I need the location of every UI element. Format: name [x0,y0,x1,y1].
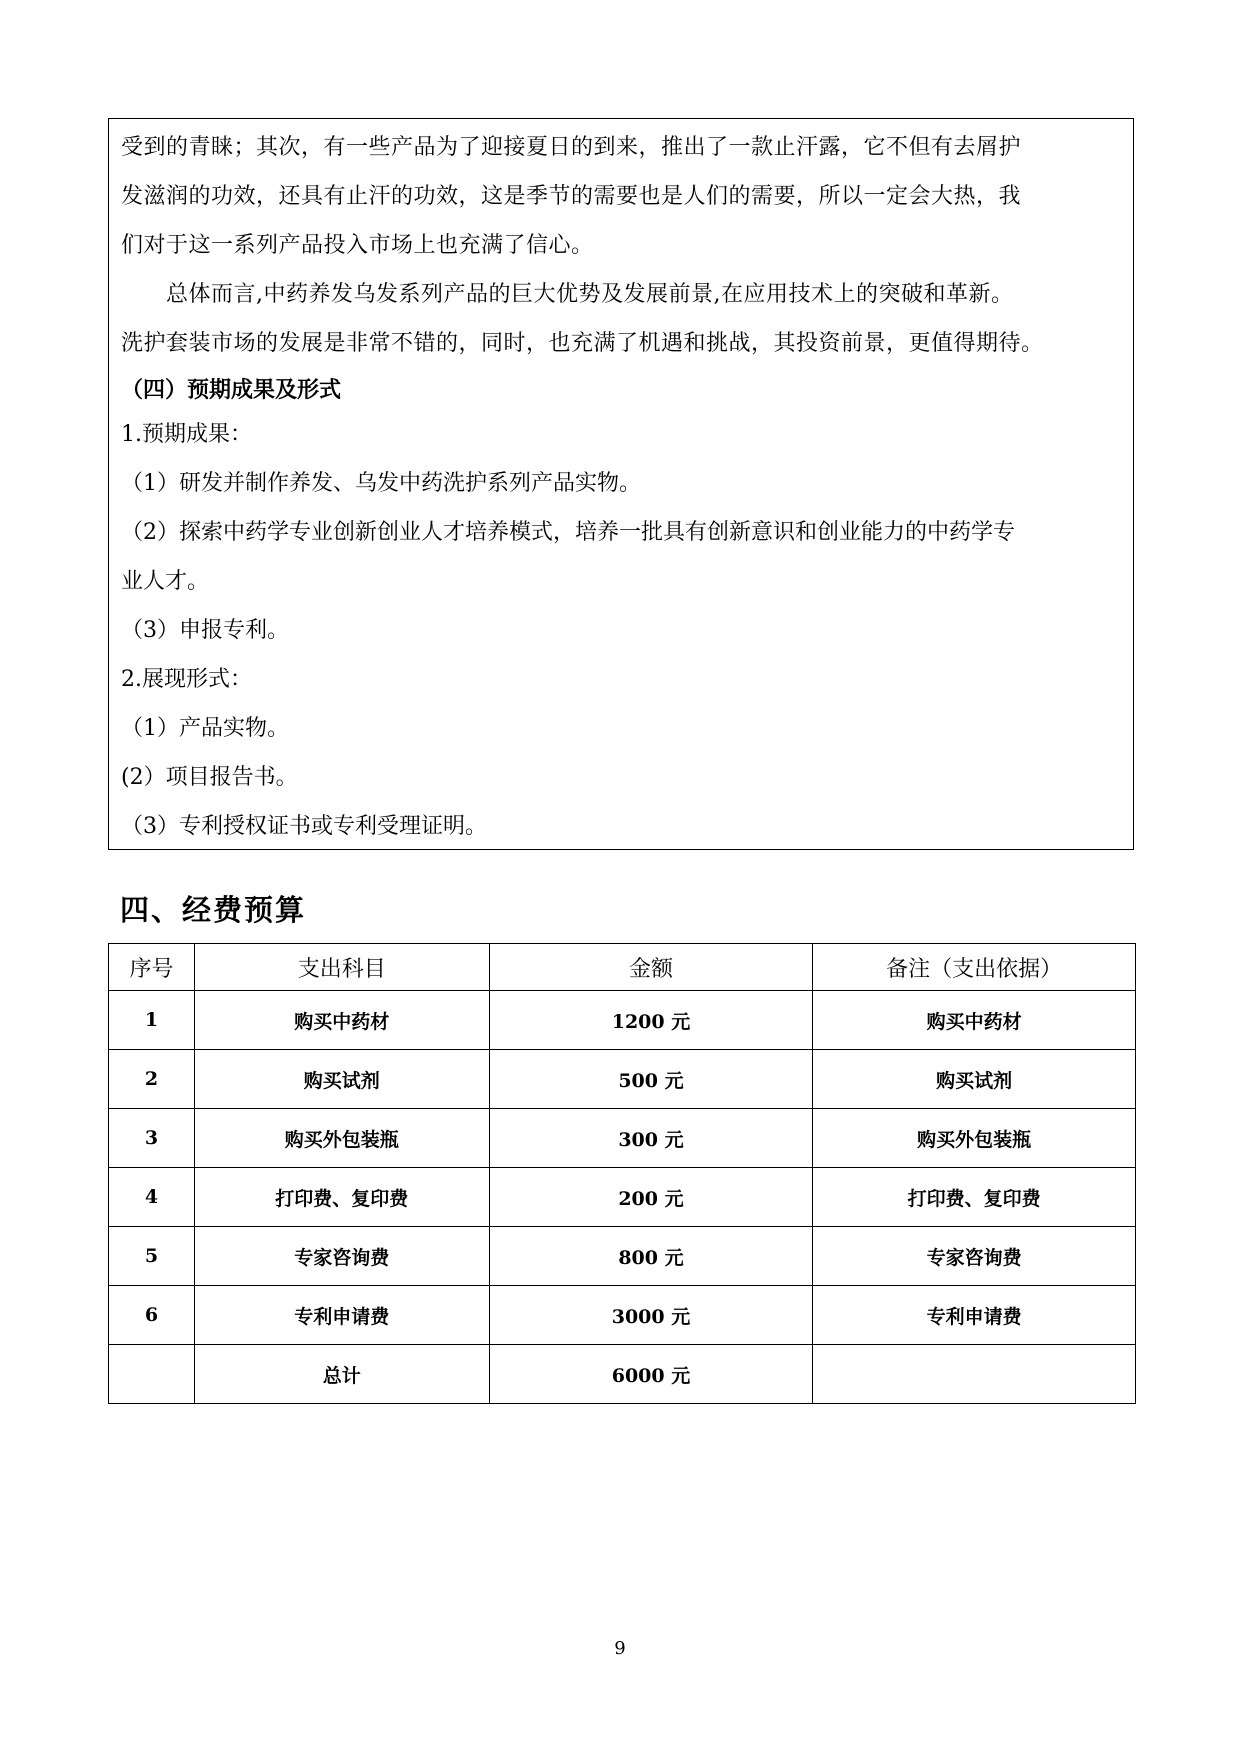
cell-remark: 专家咨询费 [813,1227,1136,1286]
cell-remark: 购买外包装瓶 [813,1109,1136,1168]
cell-amount: 800 元 [489,1227,813,1286]
cell-amount: 1200 元 [489,991,813,1050]
cell-index: 5 [109,1227,195,1286]
paragraph-line: 发滋润的功效，还具有止汗的功效，这是季节的需要也是人们的需要，所以一定会大热，我 [121,184,1022,209]
cell-index: 1 [109,991,195,1050]
list-item: （1）研发并制作养发、乌发中药洗护系列产品实物。 [121,471,641,496]
list-item: （3）专利授权证书或专利受理证明。 [121,814,487,839]
cell-amount: 200 元 [489,1168,813,1227]
subsection-heading: （四）预期成果及形式 [121,377,342,403]
paragraph-line: 洗护套装市场的发展是非常不错的，同时，也充满了机遇和挑战，其投资前景，更值得期待。 [121,331,1044,356]
section-title: 四、经费预算 [120,893,307,927]
cell-remark: 购买中药材 [813,991,1136,1050]
page-number: 9 [614,1638,626,1659]
paragraph-line: 们对于这一系列产品投入市场上也充满了信心。 [121,233,594,258]
table-row [109,1227,1136,1286]
list-item: （1）产品实物。 [121,716,289,741]
cell-amount: 3000 元 [489,1286,813,1345]
cell-remark: 打印费、复印费 [813,1168,1136,1227]
table-row [109,1109,1136,1168]
cell-remark: 专利申请费 [813,1286,1136,1345]
list-item: （3）申报专利。 [121,618,289,643]
cell-item: 购买外包装瓶 [194,1109,489,1168]
budget-table [108,943,1136,1404]
cell-item: 专家咨询费 [194,1227,489,1286]
header-index: 序号 [109,944,195,991]
cell-remark [813,1345,1136,1404]
table-header-row [109,944,1136,991]
list-item: (2）项目报告书。 [121,765,298,790]
cell-index: 6 [109,1286,195,1345]
cell-amount: 300 元 [489,1109,813,1168]
cell-item: 总计 [194,1345,489,1404]
header-amount: 金额 [489,944,813,991]
cell-item: 打印费、复印费 [194,1168,489,1227]
cell-item: 专利申请费 [194,1286,489,1345]
table-total-row [109,1345,1136,1404]
table-row [109,991,1136,1050]
cell-item: 购买中药材 [194,991,489,1050]
header-remark: 备注（支出依据） [813,944,1136,991]
list-item: （2）探索中药学专业创新创业人才培养模式，培养一批具有创新意识和创业能力的中药学专 [121,520,1016,545]
header-item: 支出科目 [194,944,489,991]
paragraph-line: 受到的青睐；其次，有一些产品为了迎接夏日的到来，推出了一款止汗露，它不但有去屑护 [121,135,1022,160]
table-row [109,1168,1136,1227]
table-row [109,1050,1136,1109]
cell-index [109,1345,195,1404]
paragraph-line: 总体而言,中药养发乌发系列产品的巨大优势及发展前景,在应用技术上的突破和革新。 [121,282,1014,307]
cell-remark: 购买试剂 [813,1050,1136,1109]
cell-item: 购买试剂 [194,1050,489,1109]
list-item: 业人才。 [121,569,210,594]
cell-amount: 6000 元 [489,1345,813,1404]
list-item: 1.预期成果： [121,422,252,447]
table-row [109,1286,1136,1345]
content-box [108,118,1134,850]
cell-index: 2 [109,1050,195,1109]
cell-amount: 500 元 [489,1050,813,1109]
cell-index: 4 [109,1168,195,1227]
list-item: 2.展现形式： [121,667,252,692]
cell-index: 3 [109,1109,195,1168]
